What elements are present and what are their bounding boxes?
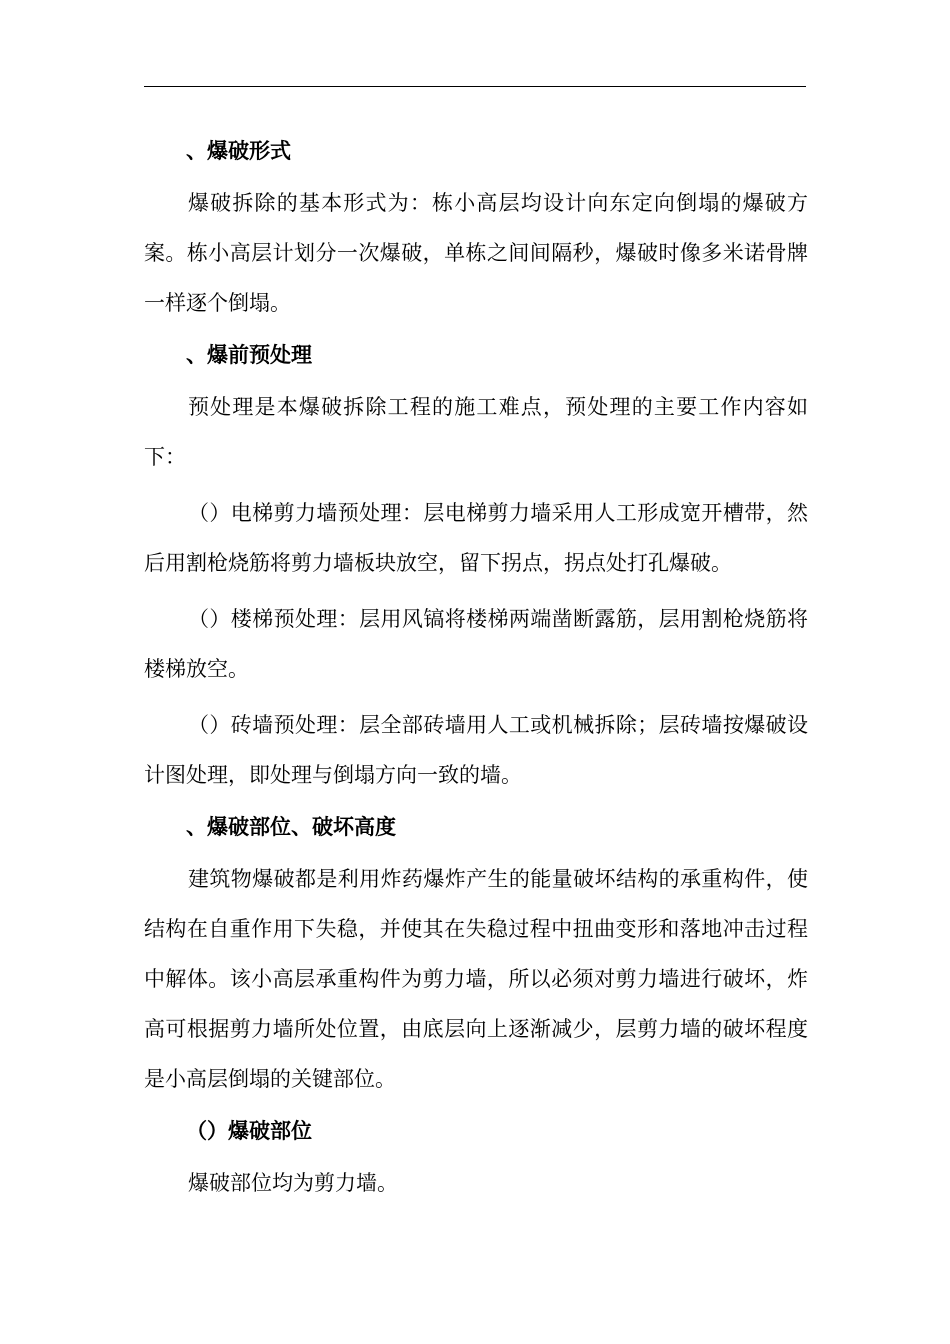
paragraph-blasting-position: 爆破部位均为剪力墙。 xyxy=(188,1171,398,1195)
section-heading-pretreatment: 、爆前预处理 xyxy=(186,343,312,367)
section-heading-blasting-position-height: 、爆破部位、破坏高度 xyxy=(186,815,396,839)
section-heading-blasting-form: 、爆破形式 xyxy=(186,139,291,163)
paragraph-brick-wall: （）砖墙预处理：层全部砖墙用人工或机械拆除；层砖墙按爆破设计图处理，即处理与倒塌方向一致的墙。 xyxy=(144,713,808,787)
header-rule xyxy=(144,86,806,87)
paragraph-staircase: （）楼梯预处理：层用风镐将楼梯两端凿断露筋，层用割枪烧筋将楼梯放空。 xyxy=(144,607,808,681)
paragraph-blasting-principle: 建筑物爆破都是利用炸药爆炸产生的能量破坏结构的承重构件，使结构在自重作用下失稳，并使其在失稳过程中扭曲变形和落地冲击过程中解体。该小高层承重构件为剪力墙，所以必须对剪力墙进行破坏，炸高可根据剪力墙所处位置，由底层向上逐渐减少，层剪力墙的破坏程度是小高层倒塌的关键部位。 xyxy=(144,867,808,1091)
paragraph-blasting-form: 爆破拆除的基本形式为：栋小高层均设计向东定向倒塌的爆破方案。栋小高层计划分一次爆破，单栋之间间隔秒，爆破时像多米诺骨牌一样逐个倒塌。 xyxy=(144,191,808,315)
subsection-heading-blasting-position: （）爆破部位 xyxy=(186,1119,312,1143)
paragraph-elevator-wall: （）电梯剪力墙预处理：层电梯剪力墙采用人工形成宽开槽带，然后用割枪烧筋将剪力墙板块放空，留下拐点，拐点处打孔爆破。 xyxy=(144,501,808,575)
paragraph-pretreatment-intro: 预处理是本爆破拆除工程的施工难点，预处理的主要工作内容如下： xyxy=(144,395,808,469)
document-body xyxy=(144,124,808,1208)
